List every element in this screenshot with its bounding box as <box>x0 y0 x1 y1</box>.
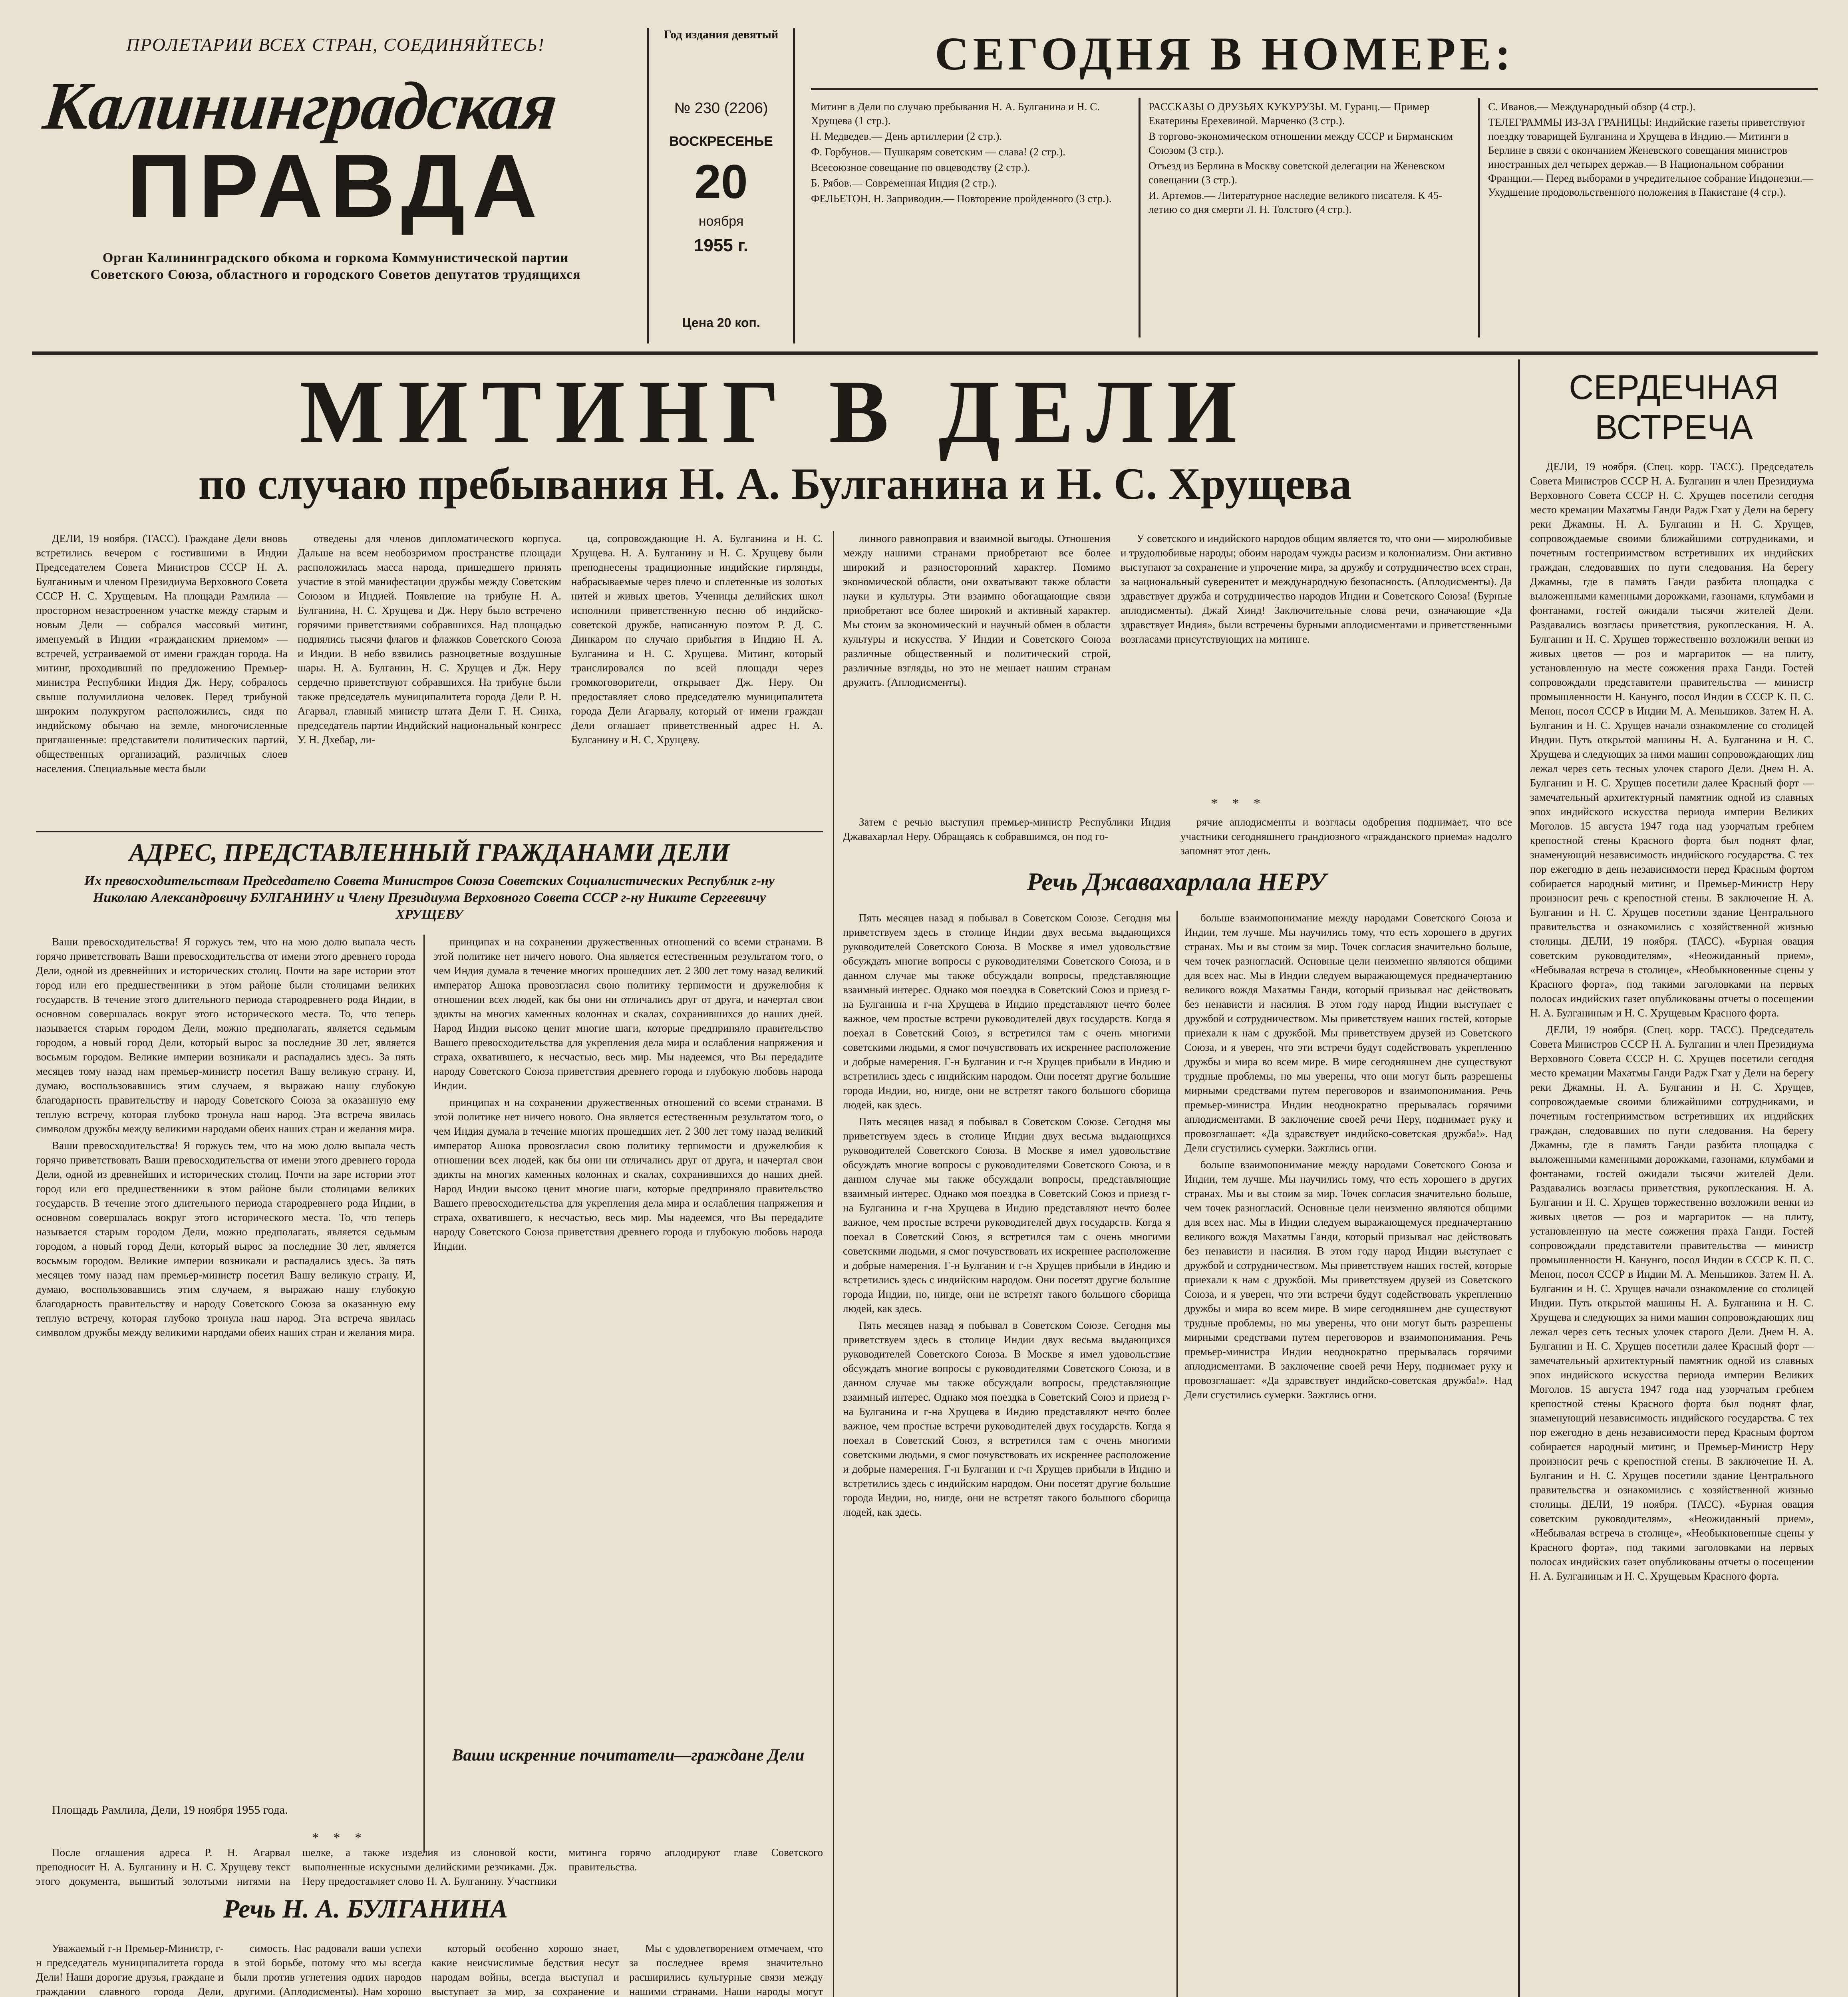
lead-col-3 <box>571 531 823 827</box>
lead-col-1 <box>36 531 288 827</box>
bulganin-text-2: симость. Нас радовали ваши успехи в этой борьбе, потому что мы всегда были против угнетения одних народов другими. (Аплодисменты). Нам хорошо <box>234 1942 421 1997</box>
today-rule <box>811 88 1818 90</box>
right-top-text-1: линного равноправия и взаимной выгоды. Отношения между нашими странами приобретают все более широкий и разносторонний характер. Помимо экономической области, они охватывают также области науки и культуры. Эти взаимно обогащающие связи приобретают все более широкий и активный характер. Мы стоим за экономический и научный обмен в области культуры и искусства. У Индии и Советского Союза различные общественный и политический строй, различные взгляды, но это не мешает нашим странам дружить. (Аплодисменты). <box>843 532 1111 688</box>
today-col-divider-1 <box>1139 98 1141 337</box>
address-subheading: Их превосходительствам Председателю Совета Министров Союза Советских Социалистических Республик г-ну Николаю Александровичу БУЛГАНИНУ и Члену Президиума Верховного Совета СССР г-ну Никите Сергеевичу ХРУЩЕВУ <box>84 873 775 922</box>
today-item: С. Иванов.— Международный обзор (4 стр.). <box>1488 101 1696 113</box>
masthead-slogan: ПРОЛЕТАРИИ ВСЕХ СТРАН, СОЕДИНЯЙТЕСЬ! <box>126 34 545 55</box>
right-top-col-4 <box>1180 815 1512 863</box>
masthead-rule <box>32 351 1818 355</box>
masthead-title: Калининградская <box>40 68 560 143</box>
today-item: Митинг в Дели по случаю пребывания Н. А. Булганина и Н. С. Хрущева (1 стр.). <box>811 101 1100 127</box>
lead-rule <box>36 831 823 832</box>
separator-asterisks: * * * <box>312 1830 367 1845</box>
lead-col-2 <box>298 531 561 827</box>
today-item: Ф. Горбунов.— Пушкарям советским — слава! (2 стр.). <box>811 146 1065 158</box>
separator-asterisks-2: * * * <box>1211 796 1266 811</box>
address-place: Площадь Рамлила, Дели, 19 ноября 1955 года. <box>52 1803 288 1816</box>
nehru-text-1c: Пять месяцев назад я побывал в Советском Союзе. Сегодня мы приветствуем здесь в столице Индии двух весьма выдающихся руководителей Советского Союза. В Москве я имел удовольствие обсуждать многие вопросы с руководителями Советского Союза, и в данном случае мы также обсуждали вопросы, представляющие взаимный интерес. Однако моя поездка в Советский Союз и приезд г-на Булганина и г-на Хрущева в Индию представляют нечто более важное, чем простые встречи руководителей двух государств. Когда я поехал в Советский Союз, я встретился там с очень многими советскими людьми, я смог почувствовать их искреннее расположение и добрые намерения. Г-н Булганин и г-н Хрущев прибыли в Индию и встретились здесь с индийским народом. Они посетят другие большие города Индии, но, нигде, они не встретят такого большого сборища людей, как здесь. <box>843 1319 1170 1518</box>
after-address-text: После оглашения адреса Р. Н. Агарвал преподносит Н. А. Булганину и Н. С. Хрущеву текст этого документа, вышитый золотыми нитями на шелке, а также изделия из слоновой кости, выполненные искусными делийскими резчиками. Дж. Неру предоставляет слово Н. А. Булганину. Участники митинга горячо аплодируют главе Советского правительства. <box>36 1846 823 1887</box>
nehru-text-1: Пять месяцев назад я побывал в Советском Союзе. Сегодня мы приветствуем здесь в столице Индии двух весьма выдающихся руководителей Советского Союза. В Москве я имел удовольствие обсуждать многие вопросы с руководителями Советского Союза, и в данном случае мы также обсуждали вопросы, представляющие взаимный интерес. Однако моя поездка в Советский Союз и приезд г-на Булганина и г-на Хрущева в Индию представляют нечто более важное, чем простые встречи руководителей двух государств. Когда я поехал в Советский Союз, я встретился там с очень многими советскими людьми, я смог почувствовать их искреннее расположение и добрые намерения. Г-н Булганин и г-н Хрущев прибыли в Индию и встретились здесь с индийским народом. Они посетят другие большие города Индии, но, нигде, они не встретят такого большого сборища людей, как здесь. <box>843 912 1170 1111</box>
nehru-col-2 <box>1184 911 1512 1997</box>
today-heading: СЕГОДНЯ В НОМЕРЕ: <box>935 28 1515 80</box>
masthead-subtitle: Орган Калининградского обкома и горкома Коммунистической партии Советского Союза, областного и городского Советов депутатов трудящихся <box>90 250 581 282</box>
right-top-text-4: рячие аплодисменты и возгласы одобрения поднимает, что все участники сегодняшнего грандиозного «гражданского приема» надолго запомнят этот день. <box>1180 816 1512 857</box>
address-divider <box>423 935 425 1853</box>
nehru-text-1b: Пять месяцев назад я побывал в Советском Союзе. Сегодня мы приветствуем здесь в столице Индии двух весьма выдающихся руководителей Советского Союза. В Москве я имел удовольствие обсуждать многие вопросы с руководителями Советского Союза, и в данном случае мы также обсуждали вопросы, представляющие взаимный интерес. Однако моя поездка в Советский Союз и приезд г-на Булганина и г-на Хрущева в Индию представляют нечто более важное, чем простые встречи руководителей двух государств. Когда я поехал в Советский Союз, я встретился там с очень многими советскими людьми, я смог почувствовать их искреннее расположение и добрые намерения. Г-н Булганин и г-н Хрущев прибыли в Индию и встретились здесь с индийским народом. Они посетят другие большие города Индии, но, нигде, они не встретят такого большого сборища людей, как здесь. <box>843 1116 1170 1314</box>
address-text-2: принципах и на сохранении дружественных отношений со всеми странами. В этой политике нет ничего нового. Она является естественным результатом того, о чем Индия думала в течение многих прошедших лет. 2 300 лет тому назад великий император Ашока провозгласил свою политику терпимости и дружелюбия к отношении всех людей, как бы они ни отличались друг от друга, и начертал свои эдикты на многих каменных колоннах и скалах, сохранившихся до наших дней. Народ Индии высоко ценит многие шаги, которые предприняло правительство Вашего превосходительства для укрепления дела мира и ослабления напряжения и страха, охватившего, к несчастью, весь мир. Мы надеемся, что Вы передадите народу Советского Союза приветствия древнего города и глубокую любовь народа Индии. <box>433 936 823 1092</box>
right-column-divider <box>1518 359 1520 1997</box>
issue-year: 1955 г. <box>693 236 749 255</box>
today-item: ТЕЛЕГРАММЫ ИЗ-ЗА ГРАНИЦЫ: Индийские газеты приветствуют поездку товарищей Булганина и Хрущева в Индию.— Митинги в Берлине в связи с окончанием Женевского совещания министров иностранных дел четырех держав.— В Национальном собрании Франции.— Перед выборами в учредительное собрание Индонезии.— Ухудшение продовольственного положения в Пакистане (4 стр.). <box>1488 116 1814 198</box>
heart-meeting-body-continued: ДЕЛИ, 19 ноября. (Спец. корр. ТАСС). Председатель Совета Министров СССР Н. А. Булганин и член Президиума Верховного Совета СССР Н. С. Хрущев посетили сегодня место кремации Махатмы Ганди Радж Гхат у Дели на берегу реки Джамны. Н. А. Булганин и Н. С. Хрущев, сопровождаемые своими ближайшими сотрудниками, и почетным гостеприимством встретивших их индийских граждан, следовавших по пути следования. На берегу Джамны, где в память Ганди разбита площадка с выложенными каменными дорожками, газонами, клумбами и фонтанами, гостей ожидали тысячи жителей Дели. Раздавались возгласы приветствия, рукоплескания. Н. А. Булганин и Н. С. Хрущев торжественно возложили венки из живых цветов — роз и маргариток — на плиту, установленную на месте сожжения праха Ганди. Гостей сопровождали представители правительства — министр промышленности Н. Канунго, посол Индии в СССР К. П. С. Менон, посол СССР в Индии М. А. Меньшиков. Затем Н. А. Булганин и Н. С. Хрущев начали ознакомление со столицей Индии. Путь открытой машины Н. А. Булганина и Н. С. Хрущева и следующих за ними машин сопровождающих лиц лежал через сеть тесных улочек старого Дели. Днем Н. А. Булганин и Н. С. Хрущев посетили далее Красный форт — замечательный архитектурный памятник одной из славных эпох индийского искусства периода империи Великих Моголов. 15 августа 1947 года над узорчатым гребнем крепостной стены Красного форта был поднят флаг, знаменующий независимость индийского государства. С тех пор ежегодно в день независимости перед Красным фортом собирается народный митинг, и Премьер-Министр Неру произносит речь с крепостной стены. В заключение Н. А. Булганин и Н. С. Хрущев посетили здание Центрального правительства и ознакомились с хозяйственной жизнью столицы. ДЕЛИ, 19 ноября. (ТАСС). «Бурная овация советским руководителям», «Неожиданный прием», «Небывалая встреча в столице», «Необыкновенные сцены у Красного форта», под такими заголовками на первых полосах индийских газет опубликованы отчеты о посещении Н. А. Булганиным и Н. С. Хрущевым Красного форта. <box>1530 1024 1814 1582</box>
address-col-2 <box>433 935 823 1873</box>
main-subheadline: по случаю пребывания Н. А. Булганина и Н. С. Хрущева <box>198 459 1352 509</box>
issue-month: ноября <box>698 214 744 229</box>
bulganin-col-2 <box>234 1941 421 1997</box>
issue-number: № 230 (2206) <box>674 100 768 117</box>
right-top-text-2: У советского и индийского народов общим является то, что они — миролюбивые и трудолюбивые народы; обоим народам чужды расизм и колониализм. Они активно выступают за сохранение и упрочение мира, за дружбу и сотрудничество всех стран, за национальный суверенитет и международную безопасность. (Аплодисменты). Да здравствует дружба и сотрудничество народов Индии и Советского Союза! (Бурные аплодисменты). Джай Хинд! Заключительные слова речи, означающие «Да здравствует Индия», были встречены бурными аплодисментами и приветственными возгласами присутствующих на митинге. <box>1121 532 1512 645</box>
address-text-2-continued: принципах и на сохранении дружественных отношений со всеми странами. В этой политике нет ничего нового. Она является естественным результатом того, о чем Индия думала в течение многих прошедших лет. 2 300 лет тому назад великий император Ашока провозгласил свою политику терпимости и дружелюбия к отношении всех людей, как бы они ни отличались друг от друга, и начертал свои эдикты на многих каменных колоннах и скалах, сохранившихся до наших дней. Народ Индии высоко ценит многие шаги, которые предприняло правительство Вашего превосходительства для укрепления дела мира и ослабления напряжения и страха, охватившего, к несчастью, весь мир. Мы надеемся, что Вы передадите народу Советского Союза приветствия древнего города и глубокую любовь народа Индии. <box>433 1096 823 1252</box>
bulganin-col-4 <box>629 1941 823 1997</box>
heart-meeting-heading: СЕРДЕЧНАЯ ВСТРЕЧА <box>1569 368 1779 447</box>
issue-weekday: ВОСКРЕСЕНЬЕ <box>669 134 773 149</box>
nehru-heading: Речь Джавахарлала НЕРУ <box>1027 867 1326 896</box>
heart-meeting-body: ДЕЛИ, 19 ноября. (Спец. корр. ТАСС). Председатель Совета Министров СССР Н. А. Булганин и член Президиума Верховного Совета СССР Н. С. Хрущев посетили сегодня место кремации Махатмы Ганди Радж Гхат у Дели на берегу реки Джамны. Н. А. Булганин и Н. С. Хрущев, сопровождаемые своими ближайшими сотрудниками, и почетным гостеприимством встретивших их индийских граждан, следовавших по пути следования. На берегу Джамны, где в память Ганди разбита площадка с выложенными каменными дорожками, газонами, клумбами и фонтанами, гостей ожидали тысячи жителей Дели. Раздавались возгласы приветствия, рукоплескания. Н. А. Булганин и Н. С. Хрущев торжественно возложили венки из живых цветов — роз и маргариток — на плиту, установленную на месте сожжения праха Ганди. Гостей сопровождали представители правительства — министр промышленности Н. Канунго, посол Индии в СССР К. П. С. Менон, посол СССР в Индии М. А. Меньшиков. Затем Н. А. Булганин и Н. С. Хрущев начали ознакомление со столицей Индии. Путь открытой машины Н. А. Булганина и Н. С. Хрущева и следующих за ними машин сопровождающих лиц лежал через сеть тесных улочек старого Дели. Днем Н. А. Булганин и Н. С. Хрущев посетили далее Красный форт — замечательный архитектурный памятник одной из славных эпох индийского искусства периода империи Великих Моголов. 15 августа 1947 года над узорчатым гребнем крепостной стены Красного форта был поднят флаг, знаменующий независимость индийского государства. С тех пор ежегодно в день независимости перед Красным фортом собирается народный митинг, и Премьер-Министр Неру произносит речь с крепостной стены. В заключение Н. А. Булганин и Н. С. Хрущев посетили здание Центрального правительства и ознакомились с хозяйственной жизнью столицы. ДЕЛИ, 19 ноября. (ТАСС). «Бурная овация советским руководителям», «Неожиданный прием», «Небывалая встреча в столице», «Необыкновенные сцены у Красного форта», под такими заголовками на первых полосах индийских газет опубликованы отчеты о посещении Н. А. Булганиным и Н. С. Хрущевым Красного форта. <box>1530 461 1814 1019</box>
bulganin-text-4: Мы с удовлетворением отмечаем, что за последнее время значительно расширились культурные связи между нашими странами. Наши народы могут <box>629 1942 823 1997</box>
nehru-divider <box>1176 911 1178 1997</box>
right-top-col-1 <box>843 531 1111 803</box>
lead-paragraph-2: отведены для членов дипломатического корпуса. Дальше на всем необозримом пространстве площади расположилась масса народа, пришедшего принять участие в этой манифестации дружбы между Советским Союзом и Индией. Появление на трибуне Н. А. Булганина, Н. С. Хрущева и Дж. Неру было встречено горячими приветствиями собравшихся. Над площадью поднялись тысячи флагов и флажков Советского Союза и Индии. В небо взвились разноцветные воздушные шары. Н. А. Булганин, Н. С. Хрущев и Дж. Неру сердечно приветствуют собравшихся. На трибуне были также председатель муниципалитета города Дели Р. Н. Агарвал, главный министр штата Дели Г. Н. Синха, председатель партии Индийский национальный конгресс У. Н. Дхебар, ли- <box>298 532 561 746</box>
heart-meeting-text <box>1530 459 1814 1997</box>
nehru-col-1 <box>843 911 1170 1997</box>
today-item: Н. Медведев.— День артиллерии (2 стр.). <box>811 130 1002 142</box>
after-address <box>36 1845 823 1889</box>
lead-paragraph-1: ДЕЛИ, 19 ноября. (ТАСС). Граждане Дели вновь встретились вечером с гостившими в Индии Председателем Совета Министров СССР Н. А. Булганиным и членом Президиума Верховного Совета СССР Н. С. Хрущевым. На площади Рамлила — просторном незастроенном участке между старым и новым Дели — собрался массовый митинг, именуемый в Индии «гражданским приемом» — встречей, устраиваемой от имени граждан города. На митинг, проходивший по предложению Премьер-министра Республики Индия Дж. Неру, собралось свыше полумиллиона человек. Перед трибуной широким полукругом расположились, сидя по индийскому обычаю на земле, многочисленные приглашенные: представители политических партий, общественных организаций, различных слоев населения. Специальные места были <box>36 532 288 774</box>
today-item: И. Артемов.— Литературное наследие великого писателя. К 45-летию со дня смерти Л. Н. Толстого (4 стр.). <box>1149 189 1443 215</box>
masthead-pravda: ПРАВДА <box>127 135 544 236</box>
address-text-1: Ваши превосходительства! Я горжусь тем, что на мою долю выпала честь горячо приветствовать Ваши превосходительства от имени этого древнего города Дели, одной из древнейших и исторических столиц. Почти на заре истории этот город или его предшественники в этом районе были столицами великих государств. В течение этого длительного периода стародревнего рода Индии, в основном совершалась вокруг этого исторического места. То, что теперь называется старым городом Дели, можно предполагать, является седьмым городом, а новый город Дели, который вырос за последние 30 лет, является восьмым городом. Великие империи возникали и распадались здесь. За пять месяцев тому назад нам премьер-министр посетил Вашу великую страну. И, думаю, воспользовавшись этим случаем, я выражаю нашу глубокую благодарность правительству и народу Советского Союза за оказанную ему теплую встречу, которая глубоко тронула наш народ. Эта встреча явилась символом дружбы между великими народами обеих наших стран и желания мира. <box>36 936 415 1135</box>
right-top-col-2 <box>1121 531 1512 803</box>
issue-day: 20 <box>694 155 748 208</box>
today-col-1 <box>811 100 1131 339</box>
center-divider <box>833 531 834 1997</box>
main-headline: МИТИНГ В ДЕЛИ <box>300 361 1250 461</box>
address-col-1 <box>36 935 415 1877</box>
lead-paragraph-3: ца, сопровождающие Н. А. Булганина и Н. С. Хрущева. Н. А. Булганину и Н. С. Хрущеву были преподнесены традиционные индийские гирлянды, набрасываемые через плечо и сплетенные из золотых нитей и живых цветов. Ученицы делийских школ исполнили приветственную песню об индийско-советской дружбе, написанную поэтом Р. Д. С. Динкаром по случаю прибытия в Индию Н. А. Булганина и Н. С. Хрущева. Митинг, который транслировался по всей площади через громкоговорители, открывает Дж. Неру. Он предоставляет слово председателю муниципалитета города Дели Агарвалу, который от имени граждан Дели оглашает приветственный адрес Н. А. Булганину и Н. С. Хрущеву. <box>571 532 823 746</box>
today-item: Б. Рябов.— Современная Индия (2 стр.). <box>811 177 997 189</box>
address-signature: Ваши искренние почитатели—граждане Дели <box>433 1745 823 1765</box>
issue-price: Цена 20 коп. <box>682 316 760 330</box>
bulganin-text-1: Уважаемый г-н Премьер-Министр, г-н председатель муниципалитета города Дели! Наши дорогие друзья, граждане и граждании славного города Дели, <box>36 1942 224 1997</box>
today-col-3 <box>1488 100 1816 339</box>
today-col-2 <box>1149 100 1468 339</box>
masthead-left <box>40 24 631 343</box>
today-item: Отъезд из Берлина в Москву советской делегации на Женевском совещании (3 стр.). <box>1149 160 1445 186</box>
year-label: Год издания девятый <box>664 28 779 41</box>
right-top-col-3 <box>843 815 1170 863</box>
today-item: ФЕЛЬЕТОН. Н. Заприводин.— Повторение пройденного (3 стр.). <box>811 193 1112 204</box>
bulganin-col-1 <box>36 1941 224 1997</box>
issue-box <box>647 28 795 343</box>
today-in-issue <box>811 28 1818 343</box>
today-item: В торгово-экономическом отношении между СССР и Бирманским Союзом (3 стр.). <box>1149 130 1453 156</box>
today-item: РАССКАЗЫ О ДРУЗЬЯХ КУКУРУЗЫ. М. Гуранц.— Пример Екатерины Ерехевиной. Марченко (3 стр.). <box>1149 101 1430 127</box>
nehru-text-2b: больше взаимопонимание между народами Советского Союза и Индии, тем лучше. Мы научились тому, что есть хорошего в других странах. Мы и вы стоим за мир. Точек согласия значительно больше, чем точек разногласий. Основные цели неизменно являются общими для всех нас. Мы в Индии следуем выражающемуся предначертанию великого вождя Махатмы Ганди, который призывал нас действовать без ненависти и насилия. В этом году народ Индии выступает с дружбой и сотрудничеством. Мы приветствуем наших гостей, которые приехали к нам с дружбой. Мы приветствуем друзей из Советского Союза, и я уверен, что эти встречи будут содействовать укреплению дружбы и мира во всем мире. В мире сегодняшнем дне существуют трудные проблемы, но мы уверены, что они могут быть разрешены мирными средствами путем переговоров и взаимопонимания. Речь премьер-министра Индии неоднократно прерывалась горячими аплодисментами. В заключение своей речи Неру, поднимает руку и провозглашает: «Да здравствует индийско-советская дружба!». Над Дели сгустились сумерки. Зажглись огни. <box>1184 1159 1512 1401</box>
right-top-text-3: Затем с речью выступил премьер-министр Республики Индия Джавахарлал Неру. Обращаясь к собравшимся, он под го- <box>843 816 1170 842</box>
bulganin-text-3: который особенно хорошо знает, какие неисчислимые бедствия несут народам войны, всегда выступал и выступает за мир, за сохранение и <box>431 1942 619 1997</box>
address-heading: АДРЕС, ПРЕДСТАВЛЕННЫЙ ГРАЖДАНАМИ ДЕЛИ <box>129 839 730 866</box>
today-item: Всесоюзное совещание по овцеводству (2 стр.). <box>811 161 1030 173</box>
nehru-text-2: больше взаимопонимание между народами Советского Союза и Индии, тем лучше. Мы научились тому, что есть хорошего в других странах. Мы и вы стоим за мир. Точек согласия значительно больше, чем точек разногласий. Основные цели неизменно являются общими для всех нас. Мы в Индии следуем выражающемуся предначертанию великого вождя Махатмы Ганди, который призывал нас действовать без ненависти и насилия. В этом году народ Индии выступает с дружбой и сотрудничеством. Мы приветствуем наших гостей, которые приехали к нам с дружбой. Мы приветствуем друзей из Советского Союза, и я уверен, что эти встречи будут содействовать укреплению дружбы и мира во всем мире. В мире сегодняшнем дне существуют трудные проблемы, но мы уверены, что они могут быть разрешены мирными средствами путем переговоров и взаимопонимания. Речь премьер-министра Индии неоднократно прерывалась горячими аплодисментами. В заключение своей речи Неру, поднимает руку и провозглашает: «Да здравствует индийско-советская дружба!». Над Дели сгустились сумерки. Зажглись огни. <box>1184 912 1512 1154</box>
today-col-divider-2 <box>1478 98 1480 337</box>
bulganin-heading: Речь Н. А. БУЛГАНИНА <box>223 1894 508 1924</box>
address-text-1-continued: Ваши превосходительства! Я горжусь тем, что на мою долю выпала честь горячо приветствовать Ваши превосходительства от имени этого древнего города Дели, одной из древнейших и исторических столиц. Почти на заре истории этот город или его предшественники в этом районе были столицами великих государств. В течение этого длительного периода стародревнего рода Индии, в основном совершалась вокруг этого исторического места. То, что теперь называется старым городом Дели, можно предполагать, является седьмым городом, а новый город Дели, который вырос за последние 30 лет, является восьмым городом. Великие империи возникали и распадались здесь. За пять месяцев тому назад нам премьер-министр посетил Вашу великую страну. И, думаю, воспользовавшись этим случаем, я выражаю нашу глубокую благодарность правительству и народу Советского Союза за оказанную ему теплую встречу, которая глубоко тронула наш народ. Эта встреча явилась символом дружбы между великими народами обеих наших стран и желания мира. <box>36 1139 415 1338</box>
bulganin-col-3 <box>431 1941 619 1997</box>
